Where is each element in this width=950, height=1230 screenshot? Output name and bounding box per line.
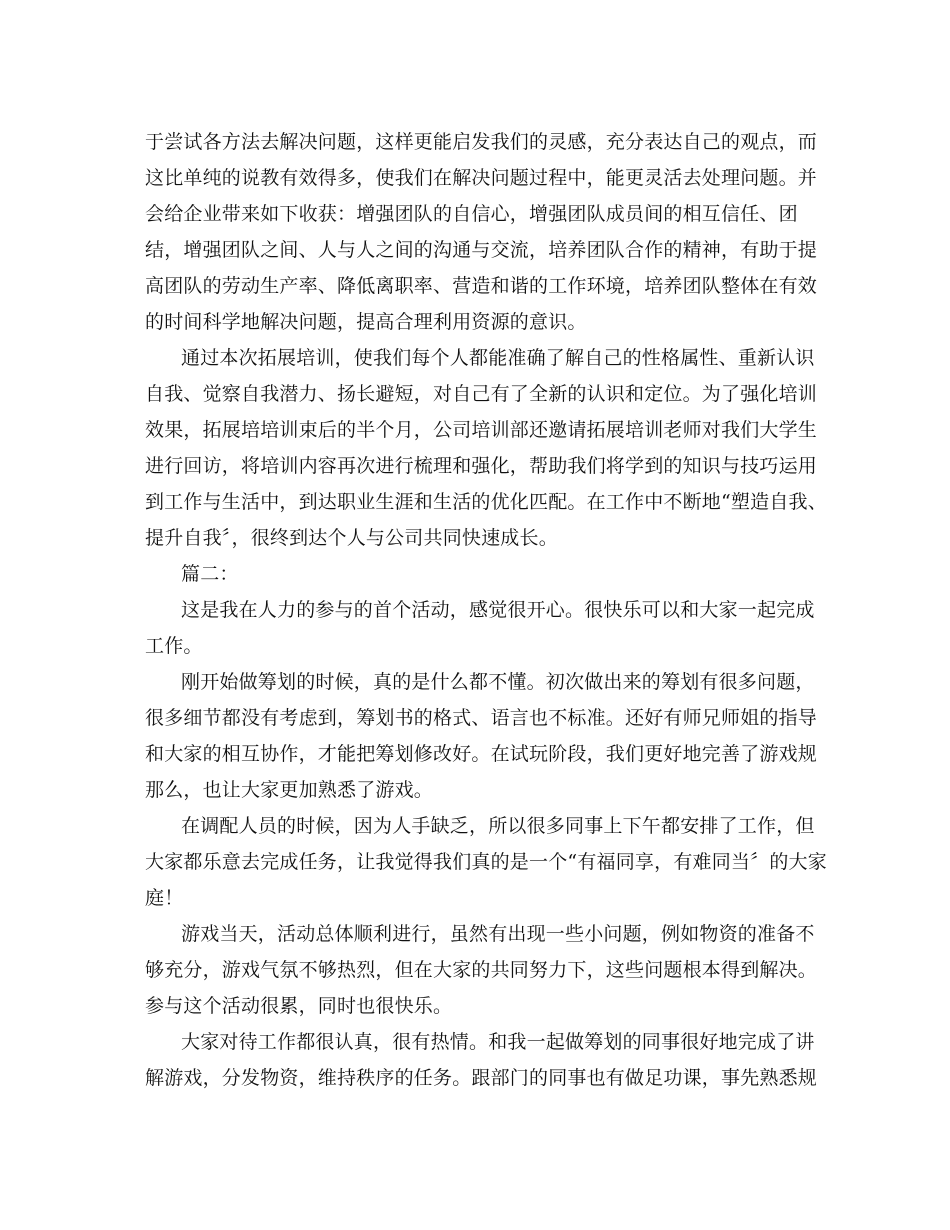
text-line: 进行回访，将培训内容再次进行梳理和强化，帮助我们将学到的知识与技巧运用 <box>145 455 818 477</box>
text-line: 到工作与生活中，到达职业生涯和生活的优化匹配。在工作中不断地“塑造自我、 <box>145 491 827 513</box>
section-heading: 篇二： <box>181 563 239 585</box>
text-line: 那么，也让大家更加熟悉了游戏。 <box>145 779 434 801</box>
text-line: 效果，拓展培培训束后的半个月，公司培训部还邀请拓展培训老师对我们大学生 <box>145 419 818 441</box>
text-line: 大家都乐意去完成任务，让我觉得我们真的是一个“有福同享，有难同当〞的大家 <box>145 851 827 873</box>
text-line: 会给企业带来如下收获：增强团队的自信心，增强团队成员间的相互信任、团 <box>145 203 798 225</box>
text-line: 庭！ <box>145 887 184 909</box>
paragraph-first-line: 这是我在人力的参与的首个活动，感觉很开心。很快乐可以和大家一起完成 <box>181 599 815 621</box>
text-line: 和大家的相互协作，才能把筹划修改好。在试玩阶段，我们更好地完善了游戏规 <box>145 743 818 765</box>
text-line: 很多细节都没有考虑到，筹划书的格式、语言也不标准。还好有师兄师姐的指导 <box>145 707 818 729</box>
text-line: 高团队的劳动生产率、降低离职率、营造和谐的工作环境，培养团队整体在有效 <box>145 275 818 297</box>
text-line: 结，增强团队之间、人与人之间的沟通与交流，培养团队合作的精神，有助于提 <box>145 239 818 261</box>
paragraph-first-line: 刚开始做筹划的时候，真的是什么都不懂。初次做出来的筹划有很多问题， <box>181 671 815 693</box>
text-line: 工作。 <box>145 635 203 657</box>
text-line: 自我、觉察自我潜力、扬长避短，对自己有了全新的认识和定位。为了强化培训 <box>145 383 818 405</box>
text-line: 提升自我〞，很终到达个人与公司共同快速成长。 <box>145 527 558 549</box>
text-line: 够充分，游戏气氛不够热烈，但在大家的共同努力下，这些问题根本得到解决。 <box>145 959 818 981</box>
paragraph-first-line: 在调配人员的时候，因为人手缺乏，所以很多同事上下午都安排了工作，但 <box>181 815 815 837</box>
text-line: 的时间科学地解决问题，提高合理利用资源的意识。 <box>145 311 587 333</box>
text-line: 解游戏，分发物资，维持秩序的任务。跟部门的同事也有做足功课，事先熟悉规 <box>145 1067 818 1089</box>
text-line: 于尝试各方法去解决问题，这样更能启发我们的灵感，充分表达自己的观点，而 <box>145 131 818 153</box>
text-line: 参与这个活动很累，同时也很快乐。 <box>145 995 453 1017</box>
paragraph-first-line: 游戏当天，活动总体顺利进行，虽然有出现一些小问题，例如物资的准备不 <box>181 923 815 945</box>
paragraph-first-line: 大家对待工作都很认真，很有热情。和我一起做筹划的同事很好地完成了讲 <box>181 1031 815 1053</box>
text-line: 这比单纯的说教有效得多，使我们在解决问题过程中，能更灵活去处理问题。并 <box>145 167 818 189</box>
paragraph-first-line: 通过本次拓展培训，使我们每个人都能准确了解自己的性格属性、重新认识 <box>181 347 815 369</box>
